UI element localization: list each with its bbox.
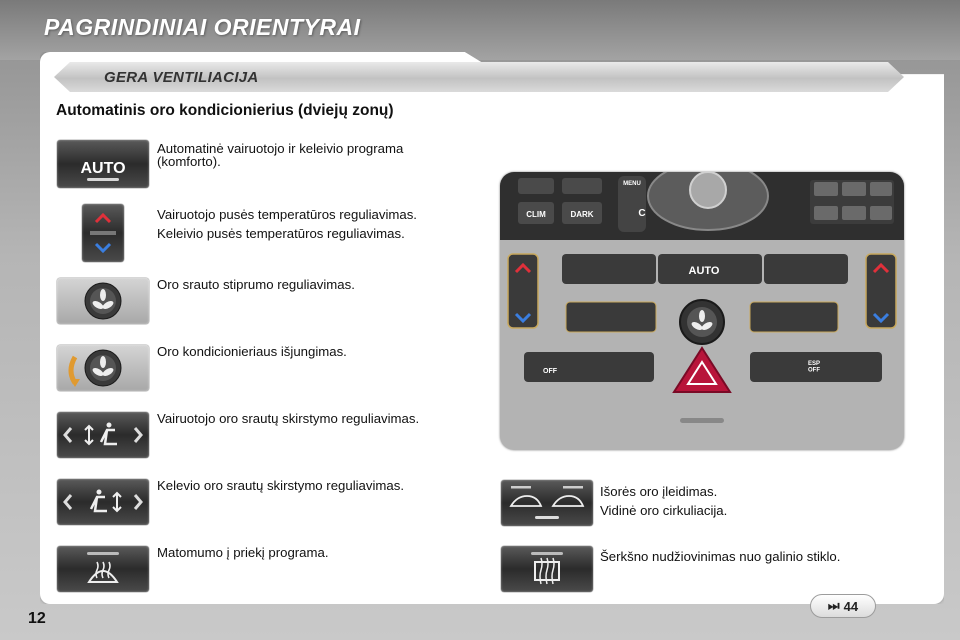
item-desc-demist bbox=[157, 546, 452, 565]
rear-screen-defrost-icon bbox=[501, 546, 593, 592]
climate-control-panel-picture bbox=[500, 172, 904, 450]
dark-label: DARK bbox=[570, 210, 594, 219]
c-label: C bbox=[638, 208, 646, 219]
item-line: Keleivio pusės temperatūros reguliavimas. bbox=[157, 226, 405, 241]
auto-button-icon bbox=[57, 140, 149, 188]
driver-air-distribution-icon bbox=[57, 412, 149, 458]
item-line: Išorės oro įleidimas. bbox=[600, 484, 718, 499]
esp-off-label: ESP OFF bbox=[807, 361, 821, 374]
windscreen-demist-icon bbox=[57, 546, 149, 592]
item-desc-driver-distribution bbox=[157, 412, 452, 431]
item-line: Matomumo į priekį programa. bbox=[157, 545, 329, 560]
air-intake-recirculation-icon bbox=[501, 480, 593, 526]
page-reference-link[interactable] bbox=[810, 594, 876, 618]
item-line: Kelevio oro srautų skirstymo reguliavimas. bbox=[157, 478, 404, 493]
item-desc-temperature bbox=[157, 208, 452, 246]
item-line: Vairuotojo oro srautų skirstymo reguliavimas. bbox=[157, 411, 420, 426]
item-desc-fan bbox=[157, 278, 452, 297]
fan-knob-icon bbox=[57, 278, 149, 324]
item-desc-passenger-distribution bbox=[157, 479, 452, 498]
item-line: Oro srauto stiprumo reguliavimas. bbox=[157, 277, 355, 292]
item-desc-ac-off bbox=[157, 345, 452, 364]
menu-label: MENU bbox=[623, 181, 641, 187]
item-line: Vairuotojo pusės temperatūros reguliavimas. bbox=[157, 207, 417, 222]
off-label: OFF bbox=[543, 368, 557, 375]
temperature-arrows-icon bbox=[82, 204, 124, 262]
clim-label: CLIM bbox=[526, 210, 546, 219]
passenger-air-distribution-icon bbox=[57, 479, 149, 525]
item-desc-air-intake bbox=[600, 485, 930, 523]
item-line: Automatinė vairuotojo ir keleivio programa (komforto). bbox=[157, 141, 404, 169]
auto-button-label: AUTO bbox=[80, 160, 126, 177]
item-line: Šerkšno nudžiovinimas nuo galinio stiklo. bbox=[600, 549, 841, 564]
console-auto-label: AUTO bbox=[688, 265, 720, 277]
chapter-title: PAGRINDINIAI ORIENTYRAI bbox=[44, 14, 361, 40]
page-number: 12 bbox=[28, 610, 46, 627]
fast-forward-icon: ⏭ bbox=[827, 598, 840, 613]
fan-knob-off-icon bbox=[57, 345, 149, 391]
item-line: Oro kondicionieriaus išjungimas. bbox=[157, 344, 347, 359]
page-reference-number: 44 bbox=[843, 598, 859, 614]
item-desc-rear-defrost bbox=[600, 550, 930, 569]
section-title: GERA VENTILIACIJA bbox=[104, 69, 259, 86]
item-line: Vidinė oro cirkuliacija. bbox=[600, 503, 728, 518]
item-desc-auto bbox=[157, 142, 452, 174]
subsection-title: Automatinis oro kondicionierius (dviejų zonų) bbox=[56, 102, 394, 119]
